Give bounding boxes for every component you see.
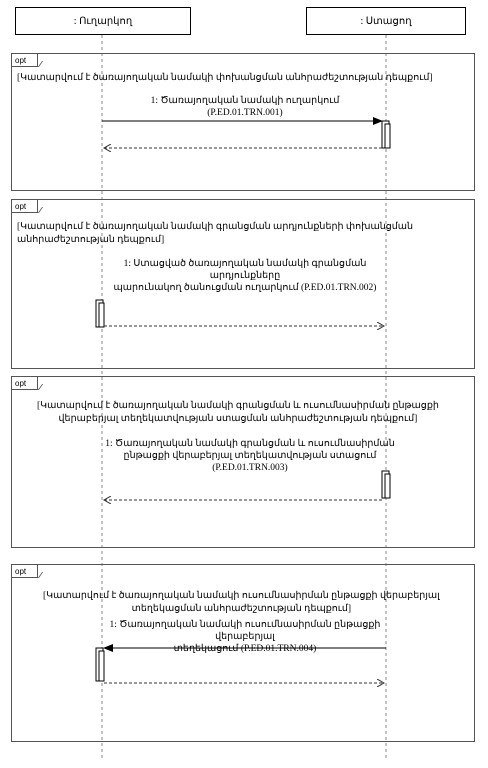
lifeline-receiver-head: : Ստացող: [306, 7, 466, 35]
guard-condition: [Կատարվում է ծառայողական նամակի գրանցման և ուսումնասիրման ընթացքի վերաբերյալ տեղեկատվության ստացման անհրաժեշտության դեպքում]: [37, 401, 439, 424]
message-label: 1: Ստացված ծառայողական նամակի գրանցման արդյունքները պարունակող ծանուցման ուղարկում (P.ED.01.TRN.002): [113, 259, 377, 293]
message-label: 1: Ծառայողական նամակի գրանցման և ուսումնասիրման ընթացքի վերաբերյալ տեղեկատվության ստացում (P.ED.01.TRN.003): [105, 439, 395, 473]
lifeline-sender-head: : Ուղարկող: [15, 7, 191, 35]
guard-condition: [Կատարվում է ծառայողական նամակի գրանցման արդյունքների փոխանցման անհրաժեշտության դեպքում]: [17, 222, 414, 245]
fragment-operator: opt: [12, 200, 38, 213]
guard-condition: [Կատարվում է ծառայողական նամակի փոխանցման անհրաժեշտության դեպքում]: [17, 73, 433, 83]
fragment-operator: opt: [12, 377, 38, 390]
message-label: 1: Ծառայողական նամակի ուղարկում (P.ED.01.TRN.001): [150, 96, 340, 118]
message-label: 1: Ծառայողական նամակի ուսումնասիրման ընթացքի վերաբերյալ տեղեկացում (P.ED.01.TRN.004): [109, 620, 381, 654]
fragment-operator: opt: [12, 565, 38, 578]
fragment-operator: opt: [12, 54, 38, 67]
guard-condition: [Կատարվում է ծառայողական նամակի ուսումնասիրման ընթացքի վերաբերյալ տեղեկացման անհրաժեշտության դեպքում]: [43, 591, 440, 614]
